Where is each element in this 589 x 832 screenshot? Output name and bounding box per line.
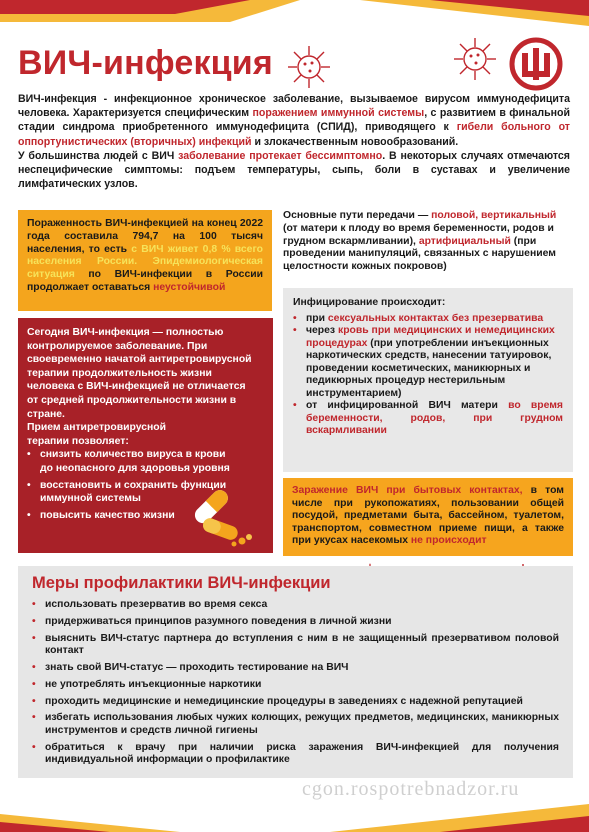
intro-text: ВИЧ-инфекция - инфекционное хроническое заболевание, вызываемое вирусом иммунодефицита человека. Характеризуется специфическим поражением иммунной системы, с развитием в финальной стадии синдрома приобретенного иммунодефицита (СПИД), приводящего к гибели больного от оппортунистических (вторичных) инфекций и злокачественным новообразований. У большинства людей с ВИЧ заболевание протекает бессимптомно. В некоторых случаях отмечаются неспецифические симптомы: подъем температуры, сыпь, боли в суставах и увеличение лимфатических узлов. — [18, 93, 570, 191]
transmission-routes: Основные пути передачи — половой, вертикальный (от матери к плоду во время беременности, родов и грудном вскармливании), артифициальный (при проведении манипуляций, связанных с нарушением целостности кожных покровов) — [283, 210, 557, 273]
list-item: • не употреблять инъекционные наркотики — [32, 679, 559, 692]
prevention-title: Меры профилактики ВИЧ-инфекции — [32, 574, 331, 592]
list-item: • повысить качество жизни — [27, 509, 237, 523]
list-item: • избегать использования любых чужих колющих, режущих предметов, медицинских, маникюрных инструментов и средств личной гигиены — [32, 712, 559, 737]
list-item: • при сексуальных контактах без презерватива — [293, 313, 563, 326]
list-item: • обратиться к врачу при наличии риска заражения ВИЧ-инфекцией для получения индивидуальной информации о профилактике — [32, 742, 559, 767]
list-item: • восстановить и сохранить функции иммунной системы — [27, 479, 237, 506]
prevalence-box: Пораженность ВИЧ-инфекцией на конец 2022 года составила 794,7 на 100 тысяч населения, то есть с ВИЧ живет 0,8 % всего населения России. Эпидемиологическая ситуация по ВИЧ-инфекции в России продолжает оставаться неустойчивой — [18, 210, 272, 311]
household-box: Заражение ВИЧ при бытовых контактах, в том числе при рукопожатиях, пользовании общей посудой, предметами быта, бассейном, туалетом, транспортом, совместном приеме пищи, а также при укусах насекомых не происходит — [283, 478, 573, 556]
infection-box — [283, 288, 573, 472]
list-item: • выяснить ВИЧ-статус партнера до вступления с ним в не защищенный презервативом половой контакт — [32, 633, 559, 658]
list-item: • через кровь при медицинских и немедицинских процедурах (при употреблении инъекционных наркотических средств, нанесении татуировок, проведении косметических, маникюрных и педикюрных процедур нестерильным инструментарием) — [293, 325, 563, 400]
virus-icon — [452, 36, 498, 82]
virus-icon — [286, 44, 332, 90]
infection-heading: Инфицирование происходит: — [293, 297, 446, 308]
list-item: • снизить количество вируса в крови до неопасного для здоровья уровня — [27, 448, 237, 475]
prevention-box — [18, 566, 573, 778]
watermark: cgon.rospotrebnadzor.ru — [302, 778, 520, 800]
prevention-list — [32, 599, 559, 767]
list-item: • от инфицированной ВИЧ матери во время беременности, родов, при грудном вскармливании — [293, 400, 563, 438]
rospotrebnadzor-logo — [508, 36, 564, 92]
list-item: • проходить медицинские и немедицинские процедуры в заведениях с надежной репутацией — [32, 696, 559, 709]
page-title: ВИЧ-инфекция — [18, 44, 273, 82]
list-item: • использовать презерватив во время секса — [32, 599, 559, 612]
list-item: • придерживаться принципов разумного поведения в личной жизни — [32, 616, 559, 629]
therapy-subheading: Прием антиретровирусной терапии позволяет: — [27, 422, 167, 447]
pills-icon — [180, 486, 260, 548]
therapy-text: Сегодня ВИЧ-инфекция — полностью контролируемое заболевание. При своевременно начатой антиретровирусной терапии продолжительность жизни человека с ВИЧ-инфекцией не отличается от средней продолжительности жизни в стране. — [27, 327, 252, 420]
list-item: • знать свой ВИЧ-статус — проходить тестирование на ВИЧ — [32, 662, 559, 675]
